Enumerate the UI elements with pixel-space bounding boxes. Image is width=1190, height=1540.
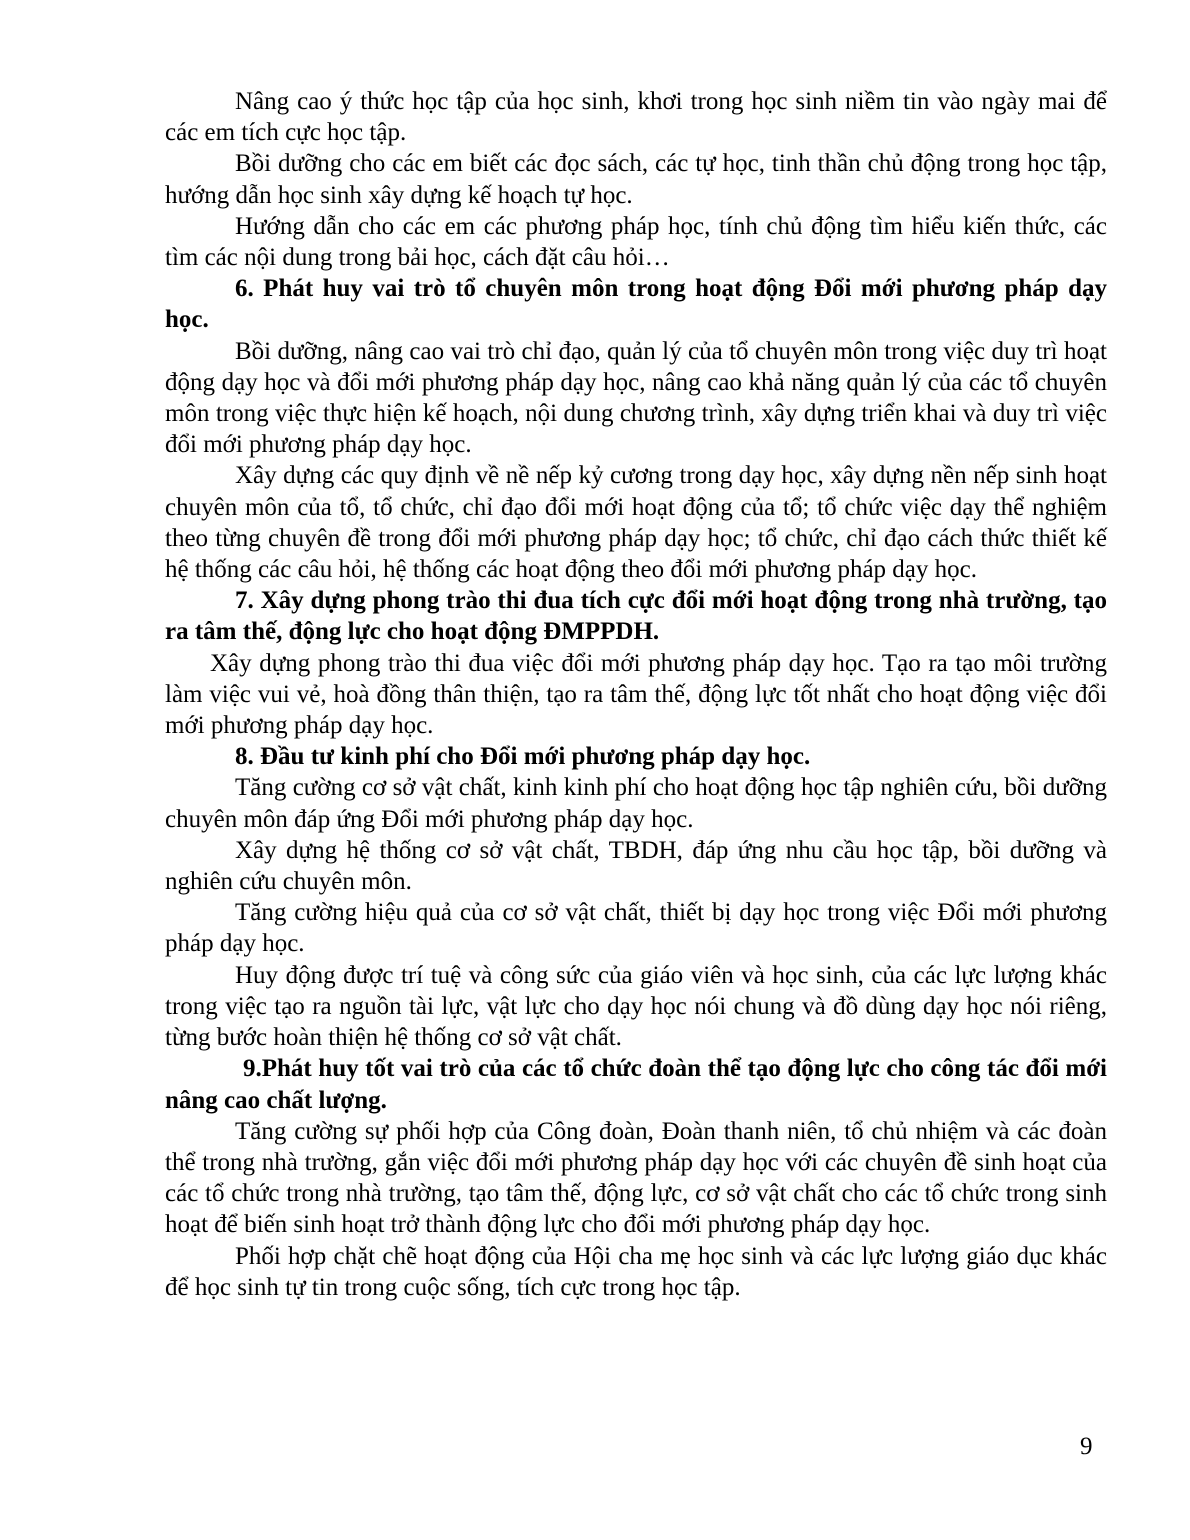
- paragraph: Bồi dưỡng cho các em biết các đọc sách, các tự học, tinh thần chủ động trong học tập, hướng dẫn học sinh xây dựng kế hoạch tự học.: [165, 150, 1107, 209]
- page-number: 9: [1080, 1433, 1093, 1460]
- paragraph: Xây dựng phong trào thi đua việc đổi mới phương pháp dạy học. Tạo ra tạo môi trường làm việc vui vẻ, hoà đồng thân thiện, tạo ra tâm thế, động lực tốt nhất cho hoạt động việc đổi mới phương pháp dạy học.: [165, 649, 1107, 740]
- section-9-heading: 9.Phát huy tốt vai trò của các tổ chức đoàn thể tạo động lực cho công tác đổi mới nâng cao chất lượng.: [165, 1055, 1107, 1114]
- section-6-heading: 6. Phát huy vai trò tổ chuyên môn trong hoạt động Đổi mới phương pháp dạy học.: [165, 275, 1107, 334]
- section-7-heading: 7. Xây dựng phong trào thi đua tích cực đổi mới hoạt động trong nhà trường, tạo ra tâm thế, động lực cho hoạt động ĐMPPDH.: [165, 587, 1107, 646]
- paragraph: Tăng cường cơ sở vật chất, kinh kinh phí cho hoạt động học tập nghiên cứu, bồi dưỡng chuyên môn đáp ứng Đổi mới phương pháp dạy học.: [165, 774, 1107, 833]
- paragraph: Huy động được trí tuệ và công sức của giáo viên và học sinh, của các lực lượng khác trong việc tạo ra nguồn tài lực, vật lực cho dạy học nói chung và đồ dùng dạy học nói riêng, từng bước hoàn thiện hệ thống cơ sở vật chất.: [165, 961, 1107, 1052]
- paragraph: Phối hợp chặt chẽ hoạt động của Hội cha mẹ học sinh và các lực lượng giáo dục khác để học sinh tự tin trong cuộc sống, tích cực trong học tập.: [165, 1242, 1107, 1301]
- document-page: [165, 86, 1107, 1303]
- paragraph: Tăng cường hiệu quả của cơ sở vật chất, thiết bị dạy học trong việc Đổi mới phương pháp dạy học.: [165, 899, 1107, 958]
- paragraph: Xây dựng các quy định về nề nếp kỷ cương trong dạy học, xây dựng nền nếp sinh hoạt chuyên môn của tổ, tổ chức, chỉ đạo đổi mới hoạt động của tổ; tổ chức việc dạy thể nghiệm theo từng chuyên đề trong đổi mới phương pháp dạy học; tổ chức, chỉ đạo cách thức thiết kế hệ thống các câu hỏi, hệ thống các hoạt động theo đổi mới phương pháp dạy học.: [165, 462, 1107, 584]
- paragraph: Hướng dẫn cho các em các phương pháp học, tính chủ động tìm hiểu kiến thức, các tìm các nội dung trong bải học, cách đặt câu hỏi…: [165, 212, 1107, 272]
- paragraph: Tăng cường sự phối hợp của Công đoàn, Đoàn thanh niên, tổ chủ nhiệm và các đoàn thể trong nhà trường, gắn việc đổi mới phương pháp dạy học với các chuyên đề sinh hoạt của các tổ chức trong nhà trường, tạo tâm thế, động lực, cơ sở vật chất cho các tổ chức trong sinh hoạt để biến sinh hoạt trở thành động lực cho đổi mới phương pháp dạy học.: [165, 1117, 1107, 1239]
- section-8-heading: 8. Đầu tư kinh phí cho Đổi mới phương pháp dạy học.: [235, 743, 811, 771]
- paragraph: Bồi dưỡng, nâng cao vai trò chỉ đạo, quản lý của tổ chuyên môn trong việc duy trì hoạt động dạy học và đổi mới phương pháp dạy học, nâng cao khả năng quản lý của các tổ chuyên môn trong việc thực hiện kế hoạch, nội dung chương trình, xây dựng triển khai và duy trì việc đổi mới phương pháp dạy học.: [165, 337, 1107, 459]
- paragraph: Nâng cao ý thức học tập của học sinh, khơi trong học sinh niềm tin vào ngày mai để các em tích cực học tập.: [165, 88, 1107, 147]
- paragraph: Xây dựng hệ thống cơ sở vật chất, TBDH, đáp ứng nhu cầu học tập, bồi dưỡng và nghiên cứu chuyên môn.: [165, 836, 1107, 896]
